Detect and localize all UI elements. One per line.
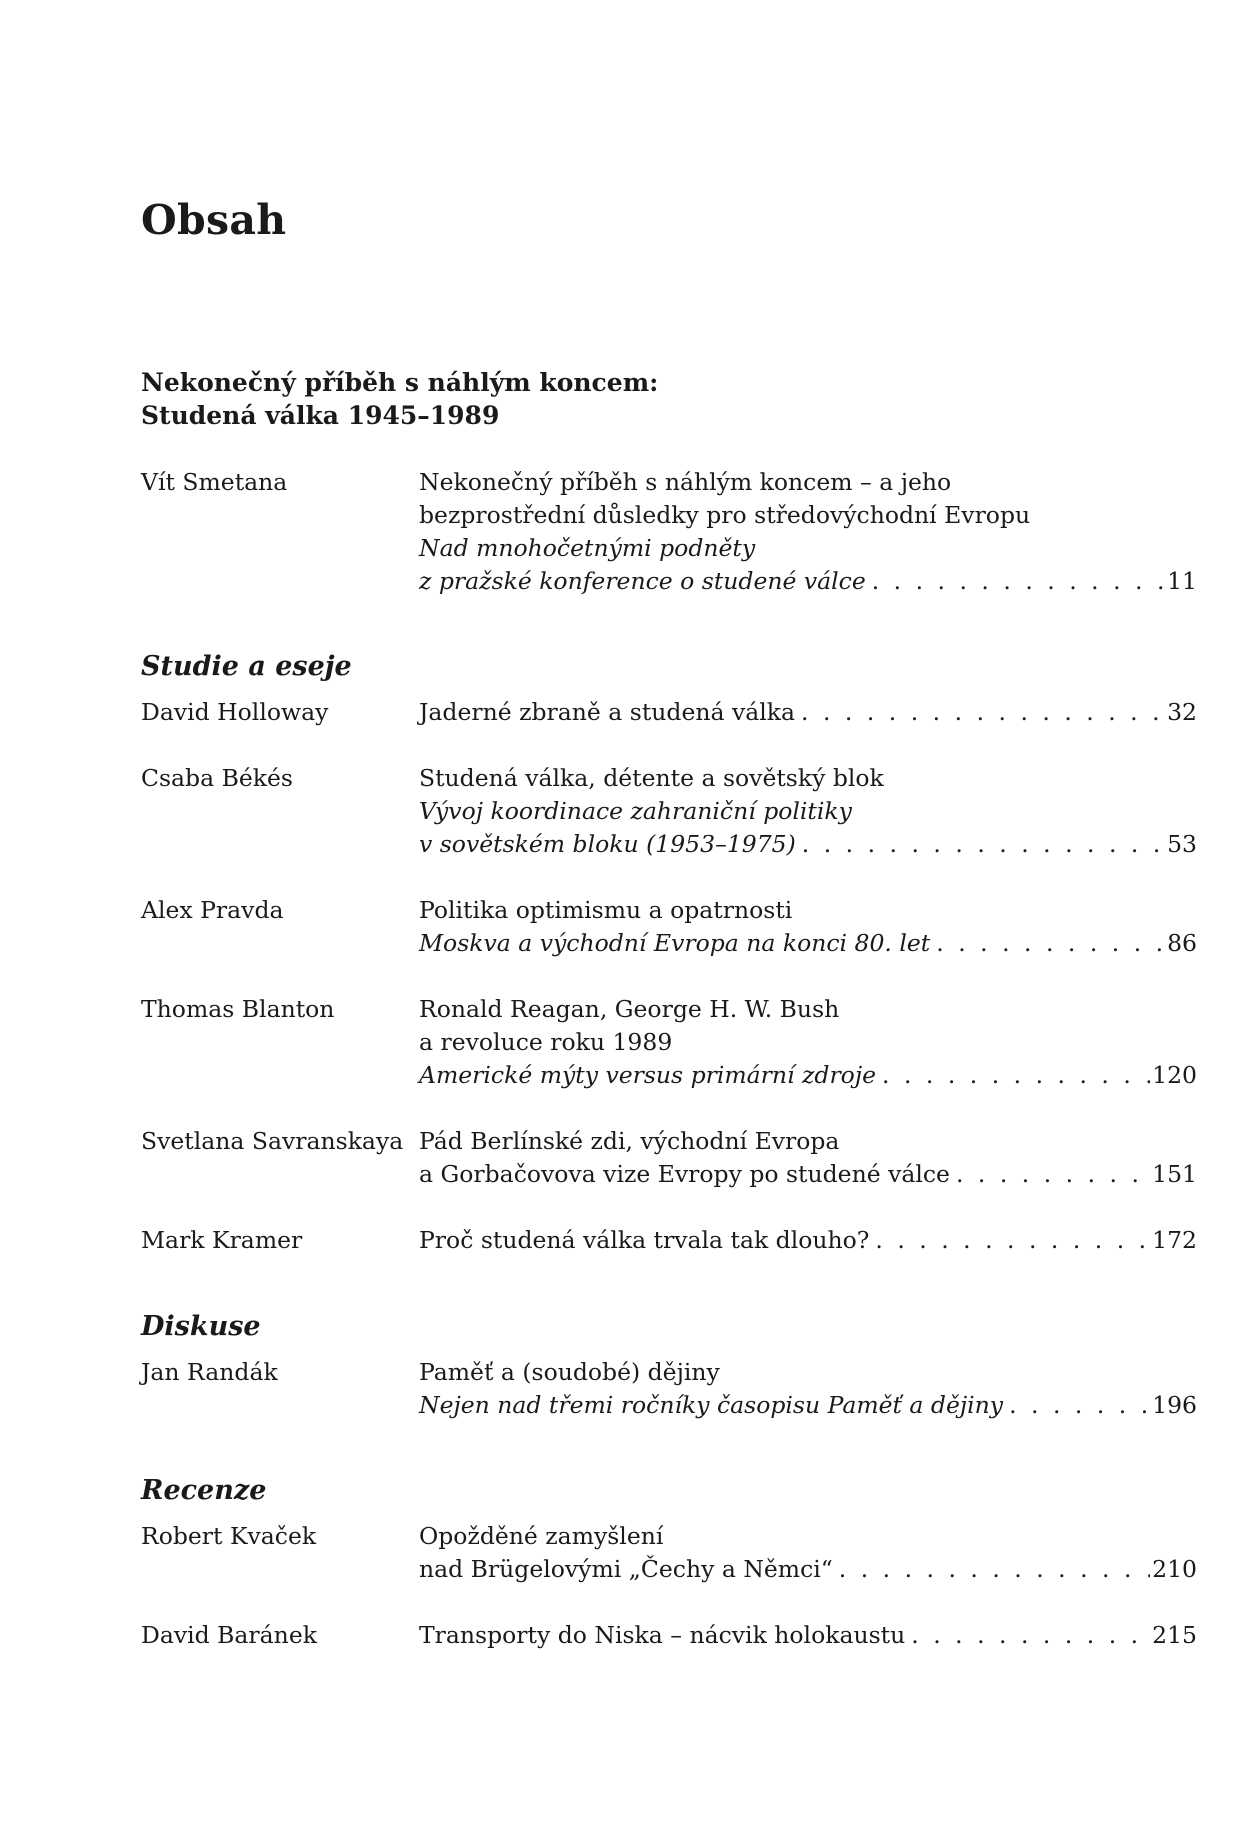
entry-title-block	[419, 1224, 1197, 1257]
entry-subtitle-line: Vývoj koordinace zahraniční politiky	[419, 797, 852, 825]
page-number: 120	[1152, 1061, 1197, 1089]
entry-last-line	[419, 696, 1197, 729]
entry-last-line	[419, 1158, 1197, 1191]
entry-subtitle-line: v sovětském bloku (1953–1975)	[419, 830, 796, 858]
entry-author: Svetlana Savranskaya	[141, 1127, 404, 1155]
page-number: 210	[1152, 1555, 1197, 1583]
entry-subtitle-line: Americké mýty versus primární zdroje	[419, 1061, 877, 1089]
entry-title-line: Paměť a (soudobé) dějiny	[419, 1358, 720, 1386]
page-number: 32	[1167, 698, 1197, 726]
entry-subtitle-line: z pražské konference o studené válce	[419, 567, 866, 595]
entry-title-line: Pád Berlínské zdi, východní Evropa	[419, 1127, 840, 1155]
page-number: 86	[1167, 929, 1197, 957]
entry-author: Robert Kvaček	[141, 1522, 317, 1550]
entry-author: Thomas Blanton	[141, 995, 335, 1023]
entry-author: David Holloway	[141, 698, 329, 726]
entry-title-line: Jaderné zbraně a studená válka	[419, 698, 796, 726]
entry-last-line	[419, 1389, 1197, 1422]
entry-title-block	[419, 1619, 1197, 1652]
entry-author: Alex Pravda	[141, 896, 284, 924]
entry-title-block	[419, 762, 1197, 861]
entry-title-line: Politika optimismu a opatrnosti	[419, 896, 793, 924]
entry-title-block	[419, 1125, 1197, 1191]
entry-last-line	[419, 927, 1197, 960]
entry-author: Csaba Békés	[141, 764, 293, 792]
leader-dots	[930, 927, 1165, 960]
page-number: 215	[1152, 1621, 1197, 1649]
section-heading-diskuse: Diskuse	[141, 1311, 261, 1342]
entry-title-line: Transporty do Niska – nácvik holokaustu	[419, 1621, 906, 1649]
section-heading-studie: Studie a eseje	[141, 651, 352, 682]
entry-subtitle-line: Nejen nad třemi ročníky časopisu Paměť a dějiny	[419, 1391, 1004, 1419]
page-number: 151	[1152, 1160, 1197, 1188]
entry-title-line: bezprostřední důsledky pro středovýchodní Evropu	[419, 501, 1031, 529]
entry-title-block	[419, 1520, 1197, 1586]
entry-last-line	[419, 1619, 1197, 1652]
page-title: Obsah	[141, 196, 287, 244]
entry-last-line	[419, 1224, 1197, 1257]
leader-dots	[869, 1224, 1150, 1257]
lead-heading-line-1: Nekonečný příběh s náhlým koncem:	[141, 368, 659, 397]
leader-dots	[950, 1158, 1150, 1191]
entry-title-line: a revoluce roku 1989	[419, 1028, 673, 1056]
page-number: 172	[1152, 1226, 1197, 1254]
entry-author: Jan Randák	[141, 1358, 278, 1386]
entry-title-line: Opožděné zamyšlení	[419, 1522, 664, 1550]
entry-title-block	[419, 696, 1197, 729]
leader-dots	[876, 1059, 1150, 1092]
entry-title-block	[419, 1356, 1197, 1422]
entry-last-line	[419, 828, 1197, 861]
entry-author: Vít Smetana	[141, 468, 288, 496]
leader-dots	[833, 1553, 1150, 1586]
leader-dots	[905, 1619, 1150, 1652]
leader-dots	[1003, 1389, 1150, 1422]
entry-title-line: Proč studená válka trvala tak dlouho?	[419, 1226, 870, 1254]
entry-author: David Baránek	[141, 1621, 317, 1649]
entry-title-line: nad Brügelovými „Čechy a Němci“	[419, 1555, 833, 1583]
entry-last-line	[419, 565, 1197, 598]
page-number: 11	[1167, 567, 1197, 595]
entry-title-line: a Gorbačovova vize Evropy po studené válce	[419, 1160, 950, 1188]
entry-last-line	[419, 1059, 1197, 1092]
lead-heading-line-2: Studená válka 1945–1989	[141, 401, 500, 430]
leader-dots	[866, 565, 1165, 598]
entry-last-line	[419, 1553, 1197, 1586]
entry-title-line: Studená válka, détente a sovětský blok	[419, 764, 884, 792]
entry-subtitle-line: Nad mnohočetnými podněty	[419, 534, 756, 562]
lead-section-heading	[141, 366, 658, 432]
entry-title-block	[419, 466, 1197, 598]
entry-title-line: Nekonečný příběh s náhlým koncem – a jeho	[419, 468, 952, 496]
section-heading-recenze: Recenze	[141, 1475, 267, 1506]
page-number: 53	[1167, 830, 1197, 858]
entry-subtitle-line: Moskva a východní Evropa na konci 80. let	[419, 929, 931, 957]
entry-author: Mark Kramer	[141, 1226, 303, 1254]
page-number: 196	[1152, 1391, 1197, 1419]
entry-title-line: Ronald Reagan, George H. W. Bush	[419, 995, 840, 1023]
leader-dots	[795, 696, 1165, 729]
leader-dots	[796, 828, 1165, 861]
entry-title-block	[419, 993, 1197, 1092]
entry-title-block	[419, 894, 1197, 960]
